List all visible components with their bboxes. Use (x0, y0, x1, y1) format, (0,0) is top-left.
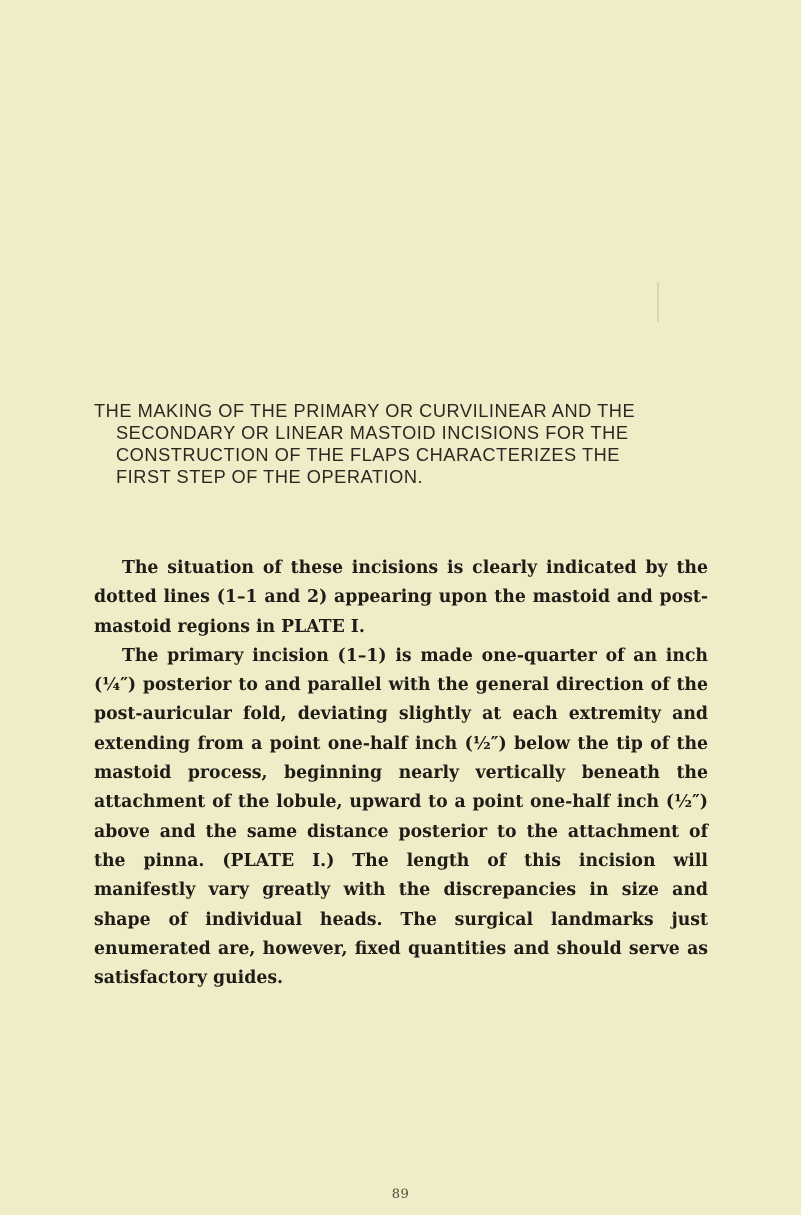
heading-line-2: SECONDARY OR LINEAR MASTOID INCISIONS FOR THE (116, 423, 629, 443)
heading-line-1: THE MAKING OF THE PRIMARY OR CURVILINEAR AND THE (94, 401, 636, 421)
paragraph-primary-incision: The primary incision (1–1) is made one-quarter of an inch (¼″) posterior to and parallel with the general direction of the post-auricular fold, deviating slightly at each extremity and extending from a point one-half inch (½″) below the tip of the mastoid process, beginning nearly vertically beneath the attachment of the lobule, upward to a point one-half inch (½″) above and the same distance posterior to the attachment of the pinna. (PLATE I.) The length of this incision will manifestly vary greatly with the discrepancies in size and shape of individual heads. The surgical landmarks just enumerated are, however, fixed quantities and should serve as satisfactory guides. (94, 645, 708, 989)
page-number: 89 (391, 1187, 410, 1202)
paper-blemish (657, 282, 659, 322)
heading-line-3: CONSTRUCTION OF THE FLAPS CHARACTERIZES THE (116, 445, 620, 465)
section-heading (94, 400, 734, 488)
heading-line-4: FIRST STEP OF THE OPERATION. (116, 467, 424, 487)
paragraph-situation: The situation of these incisions is clearly indicated by the dotted lines (1–1 and 2) appearing upon the mastoid and post-mastoid regions in PLATE I. (94, 558, 708, 637)
body-text (94, 554, 708, 993)
